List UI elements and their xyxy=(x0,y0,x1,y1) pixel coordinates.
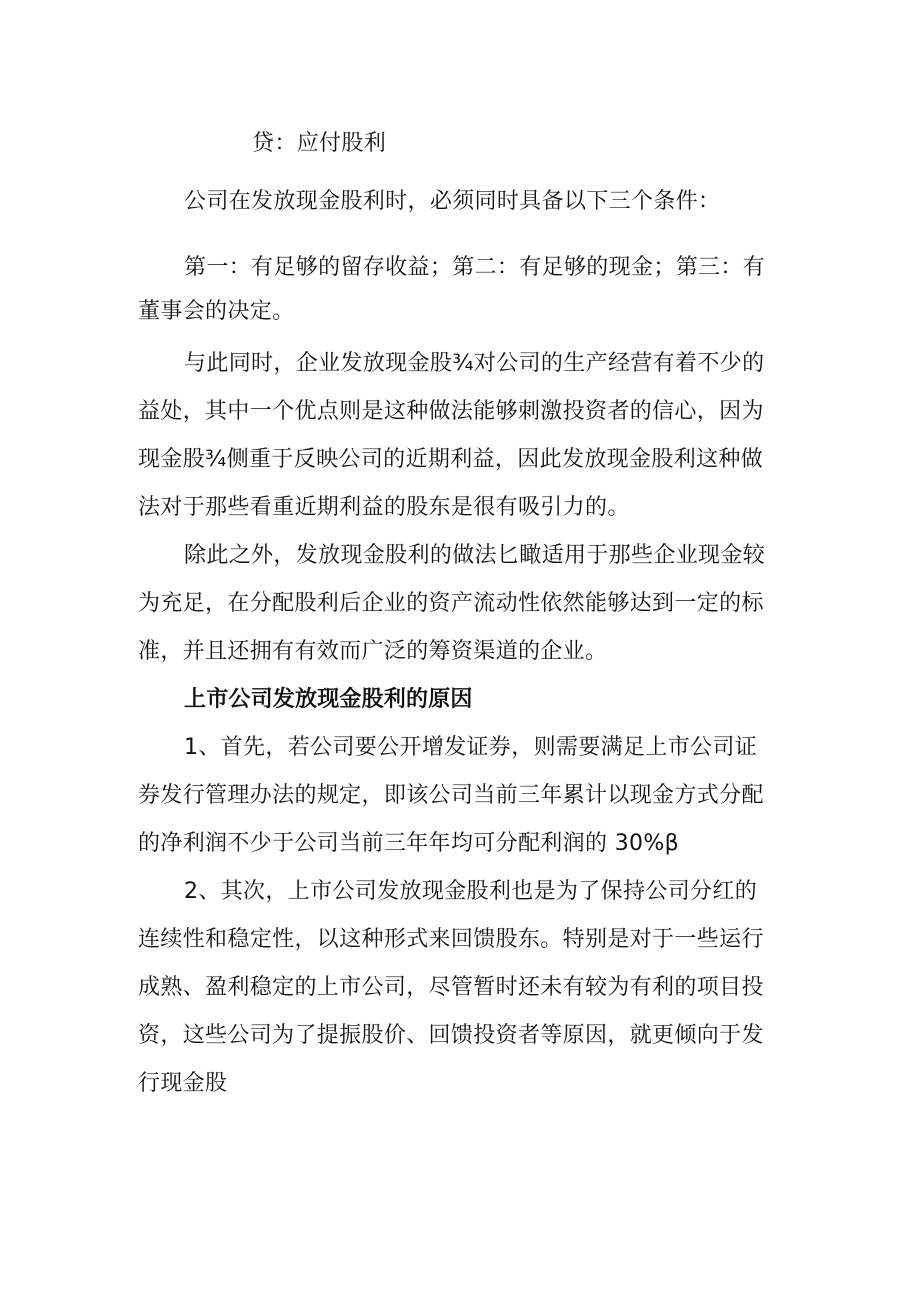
reason-2-line: 资，这些公司为了提振股价、回馈投资者等原因，就更倾向于发 xyxy=(138,1023,764,1048)
applicability-paragraph-line: 除此之外，发放现金股利的做法匕瞰适用于那些企业现金较 xyxy=(184,543,766,568)
applicability-paragraph-line: 为充足，在分配股利后企业的资产流动性依然能够达到一定的标 xyxy=(138,591,764,616)
reason-1-line: 的净利润不少于公司当前三年年均可分配利润的 30%β xyxy=(138,831,680,856)
reason-1-line: 券发行管理办法的规定，即该公司当前三年累计以现金方式分配 xyxy=(138,783,764,808)
conditions-intro: 公司在发放现金股利时，必须同时具备以下三个条件： xyxy=(184,189,721,214)
reason-2-line: 连续性和稳定性，以这种形式来回馈股东。特别是对于一些运行 xyxy=(138,927,764,952)
advantages-paragraph-line: 法对于那些看重近期利益的股东是很有吸引力的。 xyxy=(138,495,630,520)
applicability-paragraph-line: 准，并且还拥有有效而广泛的筹资渠道的企业。 xyxy=(138,639,608,664)
reason-1-line: 1、首先，若公司要公开增发证券，则需要满足上市公司证 xyxy=(184,735,758,760)
conditions-line: 第一：有足够的留存收益；第二：有足够的现金；第三：有 xyxy=(184,255,766,280)
reason-2-line: 成熟、盈利稳定的上市公司，尽管暂时还未有较为有利的项目投 xyxy=(138,975,764,1000)
reason-2-line: 2、其次，上市公司发放现金股利也是为了保持公司分红的 xyxy=(184,879,758,904)
advantages-paragraph-line: 与此同时，企业发放现金股¾对公司的生产经营有着不少的 xyxy=(184,351,765,376)
journal-entry-credit-line: 贷：应付股利 xyxy=(252,131,387,156)
conditions-line: 董事会的决定。 xyxy=(138,299,295,324)
section-heading: 上市公司发放现金股利的原因 xyxy=(184,687,473,712)
reason-2-line: 行现金股 xyxy=(138,1071,228,1096)
advantages-paragraph-line: 现金股¾侧重于反映公司的近期利益，因此发放现金股利这种做 xyxy=(138,447,764,472)
advantages-paragraph-line: 益处，其中一个优点则是这种做法能够刺激投资者的信心，因为 xyxy=(138,399,764,424)
